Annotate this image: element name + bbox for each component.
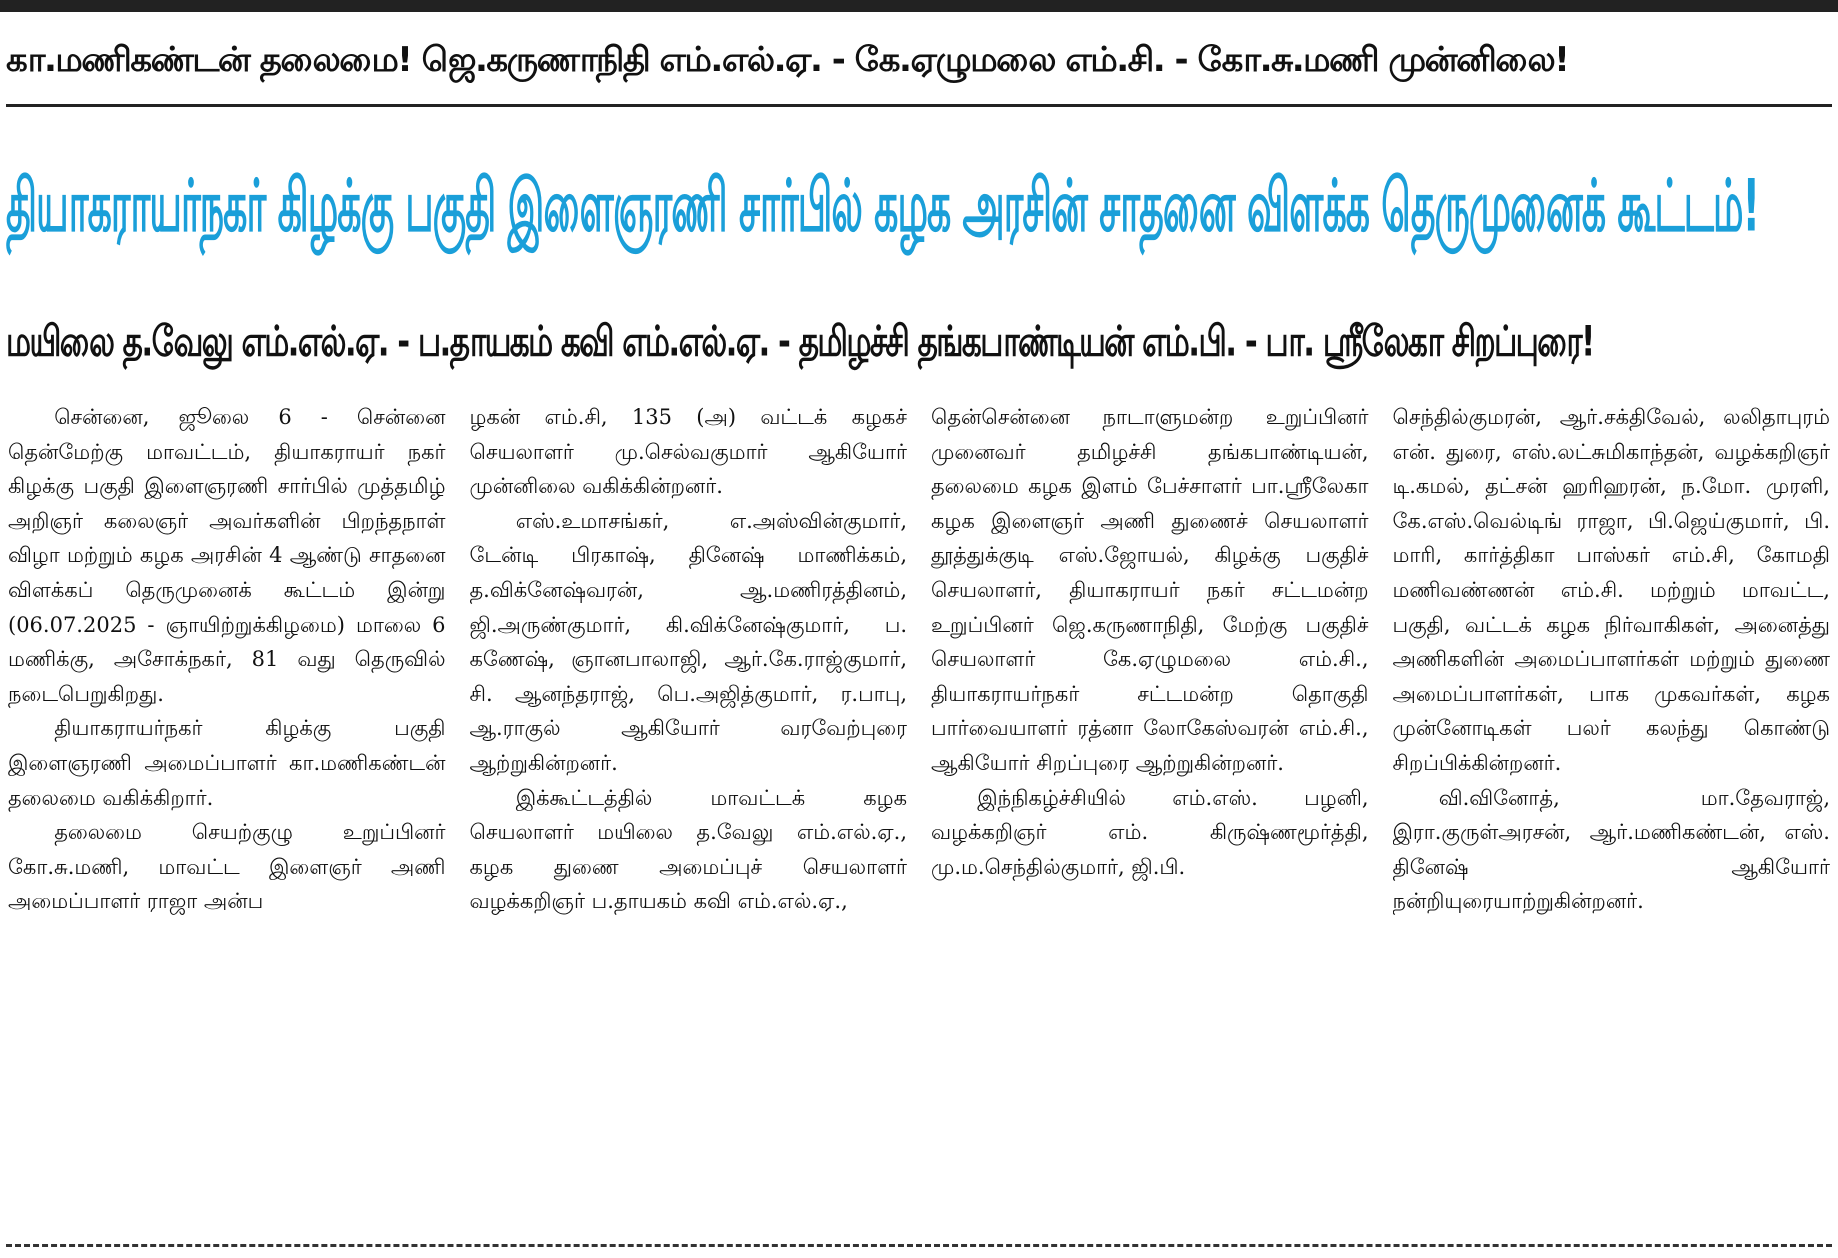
sub-headline: மயிலை த.வேலு எம்.எல்.ஏ. - ப.தாயகம் கவி எம்.எல்.ஏ. - தமிழச்சி தங்கபாண்டியன் எம்.பி. - பா. ஸ்ரீலேகா சிறப்புரை! bbox=[6, 317, 1594, 367]
bottom-dashed-rule bbox=[6, 1244, 1832, 1247]
paragraph: இந்நிகழ்ச்சியில் எம்.எஸ். பழனி, வழக்கறிஞர் எம். கிருஷ்ணமூர்த்தி, மு.ம.செந்தில்குமார், ஜி.பி. bbox=[931, 785, 1369, 879]
kicker-headline: கா.மணிகண்டன் தலைமை! ஜெ.கருணாநிதி எம்.எல்.ஏ. - கே.ஏழுமலை எம்.சி. - கோ.சு.மணி முன்னிலை! bbox=[6, 40, 1569, 80]
paragraph: செந்தில்குமரன், ஆர்.சக்திவேல், லலிதாபுரம் என். துரை, எஸ்.லட்சுமிகாந்தன், வழக்கறிஞர் டி.கமல், தட்சன் ஹரிஹரன், ந.மோ. முரளி, கே.எஸ்.வெல்டிங் ராஜா, பி.ஜெய்குமார், பி. மாரி, கார்த்திகா பாஸ்கர் எம்.சி, கோமதி மணிவண்ணன் எம்.சி. மற்றும் மாவட்ட, பகுதி, வட்டக் கழக நிர்வாகிகள், அனைத்து அணிகளின் அமைப்பாளர்கள் மற்றும் துணை அமைப்பாளர்கள், பாக முகவர்கள், கழக முன்னோடிகள் பலர் கலந்து கொண்டு சிறப்பிக்கின்றனர். bbox=[1392, 405, 1830, 775]
paragraph: இக்கூட்டத்தில் மாவட்டக் கழக செயலாளர் மயிலை த.வேலு எம்.எல்.ஏ., கழக துணை அமைப்புச் செயலாளர் வழக்கறிஞர் ப.தாயகம் கவி எம்.எல்.ஏ., bbox=[469, 785, 907, 914]
paragraph: தியாகராயர்நகர் கிழக்கு பகுதி இளைஞரணி அமைப்பாளர் கா.மணிகண்டன் தலைமை வகிக்கிறார். bbox=[8, 716, 446, 810]
paragraph: ழகன் எம்.சி, 135 (அ) வட்டக் கழகச் செயலாளர் மு.செல்வகுமார் ஆகியோர் முன்னிலை வகிக்கின்றனர். bbox=[469, 405, 907, 499]
article-column-1 bbox=[8, 400, 446, 1220]
article-column-3 bbox=[931, 400, 1369, 1220]
paragraph: தலைமை செயற்குழு உறுப்பினர் கோ.சு.மணி, மாவட்ட இளைஞர் அணி அமைப்பாளர் ராஜா அன்ப bbox=[8, 820, 446, 914]
article-column-4 bbox=[1393, 400, 1831, 1220]
top-rule bbox=[0, 0, 1838, 12]
paragraph: வி.வினோத், மா.தேவராஜ், இரா.குருள்அரசன், ஆர்.மணிகண்டன், எஸ். தினேஷ் ஆகியோர் நன்றியுரையாற்றுகின்றனர். bbox=[1392, 785, 1830, 914]
article-body bbox=[8, 400, 1830, 1220]
article-column-2 bbox=[470, 400, 908, 1220]
paragraph: சென்னை, ஜூலை 6 - சென்னை தென்மேற்கு மாவட்டம், தியாகராயர் நகர் கிழக்கு பகுதி இளைஞரணி சார்பில் முத்தமிழ் அறிஞர் கலைஞர் அவர்களின் பிறந்தநாள் விழா மற்றும் கழக அரசின் 4 ஆண்டு சாதனை விளக்கப் தெருமுனைக் கூட்டம் இன்று (06.07.2025 - ஞாயிற்றுக்கிழமை) மாலை 6 மணிக்கு, அசோக்நகர், 81 வது தெருவில் நடைபெறுகிறது. bbox=[8, 405, 446, 706]
main-headline: தியாகராயர்நகர் கிழக்கு பகுதி இளைஞரணி சார்பில் கழக அரசின் சாதனை விளக்க தெருமுனைக் கூட்டம்! bbox=[6, 164, 1759, 248]
paragraph: தென்சென்னை நாடாளுமன்ற உறுப்பினர் முனைவர் தமிழச்சி தங்கபாண்டியன், தலைமை கழக இளம் பேச்சாளர் பா.ஸ்ரீலேகா கழக இளைஞர் அணி துணைச் செயலாளர் தூத்துக்குடி எஸ்.ஜோயல், கிழக்கு பகுதிச் செயலாளர், தியாகராயர் நகர் சட்டமன்ற உறுப்பினர் ஜெ.கருணாநிதி, மேற்கு பகுதிச் செயலாளர் கே.ஏழுமலை எம்.சி., தியாகராயர்நகர் சட்டமன்ற தொகுதி பார்வையாளர் ரத்னா லோகேஸ்வரன் எம்.சி., ஆகியோர் சிறப்புரை ஆற்றுகின்றனர். bbox=[931, 405, 1369, 775]
paragraph: எஸ்.உமாசங்கர், எ.அஸ்வின்குமார், டேன்டி பிரகாஷ், தினேஷ் மாணிக்கம், த.விக்னேஷ்வரன், ஆ.மணிரத்தினம், ஜி.அருண்குமார், கி.விக்னேஷ்குமார், ப. கணேஷ், ஞானபாலாஜி, ஆர்.கே.ராஜ்குமார், சி. ஆனந்தராஜ், பெ.அஜித்குமார், ர.பாபு, ஆ.ராகுல் ஆகியோர் வரவேற்புரை ஆற்றுகின்றனர். bbox=[469, 508, 907, 775]
